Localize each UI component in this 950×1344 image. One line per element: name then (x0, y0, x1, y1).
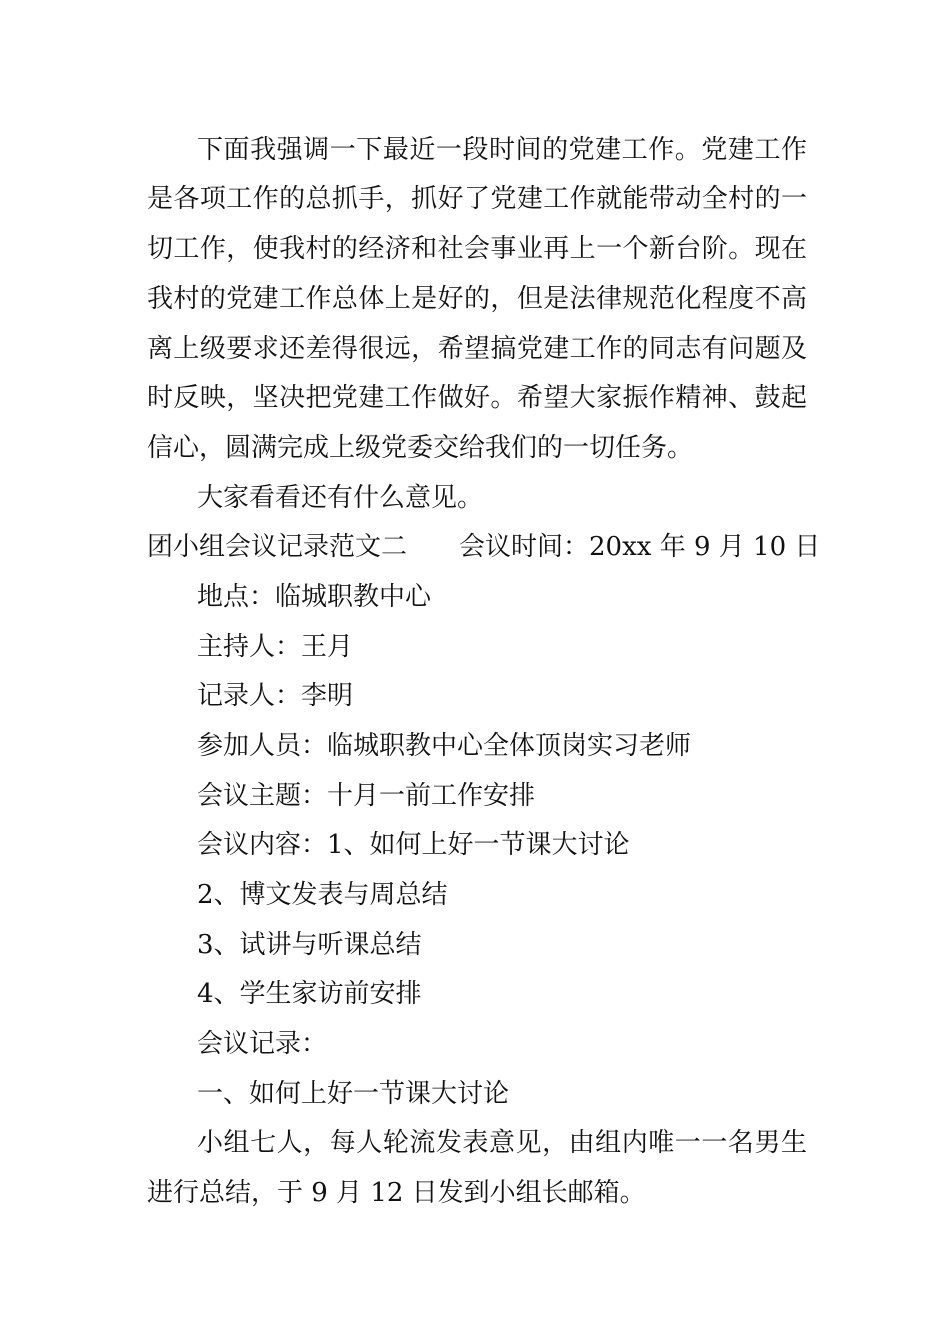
document-title: 团小组会议记录范文二 (147, 532, 408, 562)
paragraph-line: 大家看看还有什么意见。 (197, 483, 484, 513)
content-item: 3、试讲与听课总结 (197, 930, 422, 960)
paragraph-line: 离上级要求还差得很远，希望搞党建工作的同志有问题及 (147, 334, 807, 364)
meeting-content: 会议内容：1、如何上好一节课大讨论 (197, 830, 630, 860)
title-line (147, 530, 821, 564)
paragraph-line: 小组七人，每人轮流发表意见，由组内唯一一名男生 (197, 1128, 807, 1158)
meeting-participants: 参加人员：临城职教中心全体顶岗实习老师 (197, 731, 692, 761)
section-heading: 一、如何上好一节课大讨论 (197, 1079, 510, 1109)
paragraph-line: 下面我强调一下最近一段时间的党建工作。党建工作 (197, 135, 807, 165)
meeting-host: 主持人：王月 (197, 632, 354, 662)
paragraph-line: 我村的党建工作总体上是好的，但是法律规范化程度不高 (147, 284, 807, 314)
paragraph-line: 是各项工作的总抓手，抓好了党建工作就能带动全村的一 (147, 184, 807, 214)
content-item: 4、学生家访前安排 (197, 979, 422, 1009)
record-label: 会议记录： (197, 1029, 328, 1059)
paragraph-line: 切工作，使我村的经济和社会事业再上一个新台阶。现在 (147, 234, 807, 264)
content-item: 2、博文发表与周总结 (197, 880, 448, 910)
meeting-recorder: 记录人：李明 (197, 681, 354, 711)
paragraph-line: 进行总结，于 9 月 12 日发到小组长邮箱。 (147, 1178, 646, 1208)
meeting-theme: 会议主题：十月一前工作安排 (197, 781, 536, 811)
paragraph-line: 信心，圆满完成上级党委交给我们的一切任务。 (147, 433, 694, 463)
paragraph-line: 时反映，坚决把党建工作做好。希望大家振作精神、鼓起 (147, 383, 807, 413)
meeting-location: 地点：临城职教中心 (197, 582, 432, 612)
meeting-time: 会议时间：20xx 年 9 月 10 日 (459, 532, 821, 562)
